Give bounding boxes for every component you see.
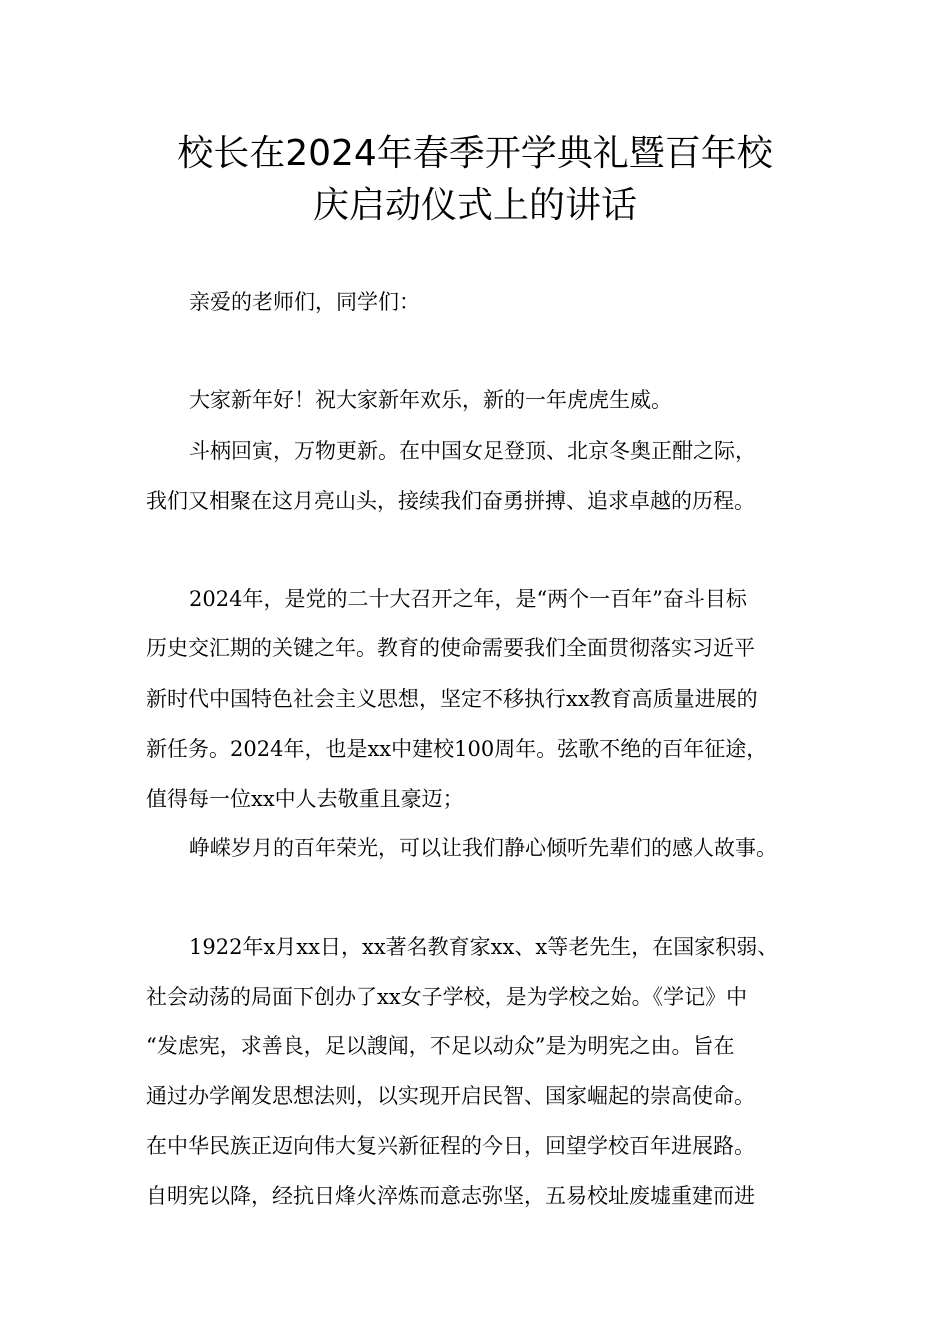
paragraph-line: 自明宪以降，经抗日烽火淬炼而意志弥坚，五易校址废墟重建而进 xyxy=(146,1184,755,1208)
document-title-line-2: 庆启动仪式上的讲话 xyxy=(312,185,637,226)
paragraph-line: 新任务。2024年，也是xx中建校100周年。弦歌不绝的百年征途， xyxy=(146,737,768,761)
document-title-line-1: 校长在2024年春季开学典礼暨百年校 xyxy=(177,133,773,174)
paragraph-line: 峥嵘岁月的百年荣光，可以让我们静心倾听先辈们的感人故事。 xyxy=(189,836,777,860)
paragraph-line: 斗柄回寅，万物更新。在中国女足登顶、北京冬奥正酣之际， xyxy=(189,439,756,463)
paragraph-line: 1922年x月xx日，xx著名教育家xx、x等老先生，在国家积弱、 xyxy=(189,935,779,959)
paragraph-line: 2024年，是党的二十大召开之年，是“两个一百年”奋斗目标 xyxy=(189,587,747,611)
paragraph-line: 新时代中国特色社会主义思想，坚定不移执行xx教育高质量进展的 xyxy=(146,687,758,711)
salutation: 亲爱的老师们，同学们： xyxy=(189,290,420,314)
paragraph-line: 我们又相聚在这月亮山头，接续我们奋勇拼搏、追求卓越的历程。 xyxy=(146,489,755,513)
paragraph-line: 通过办学阐发思想法则，以实现开启民智、国家崛起的崇高使命。 xyxy=(146,1084,755,1108)
paragraph-line: 在中华民族正迈向伟大复兴新征程的今日，回望学校百年进展路。 xyxy=(146,1134,755,1158)
paragraph-line: 历史交汇期的关键之年。教育的使命需要我们全面贯彻落实习近平 xyxy=(146,636,755,660)
paragraph-line: “发虑宪，求善良，足以謏闻，不足以动众”是为明宪之由。旨在 xyxy=(146,1034,735,1058)
paragraph-line: 大家新年好！祝大家新年欢乐，新的一年虎虎生威。 xyxy=(189,388,672,412)
paragraph-line: 值得每一位xx中人去敬重且豪迈； xyxy=(146,787,464,811)
paragraph-line: 社会动荡的局面下创办了xx女子学校，是为学校之始。《学记》中 xyxy=(146,985,748,1009)
